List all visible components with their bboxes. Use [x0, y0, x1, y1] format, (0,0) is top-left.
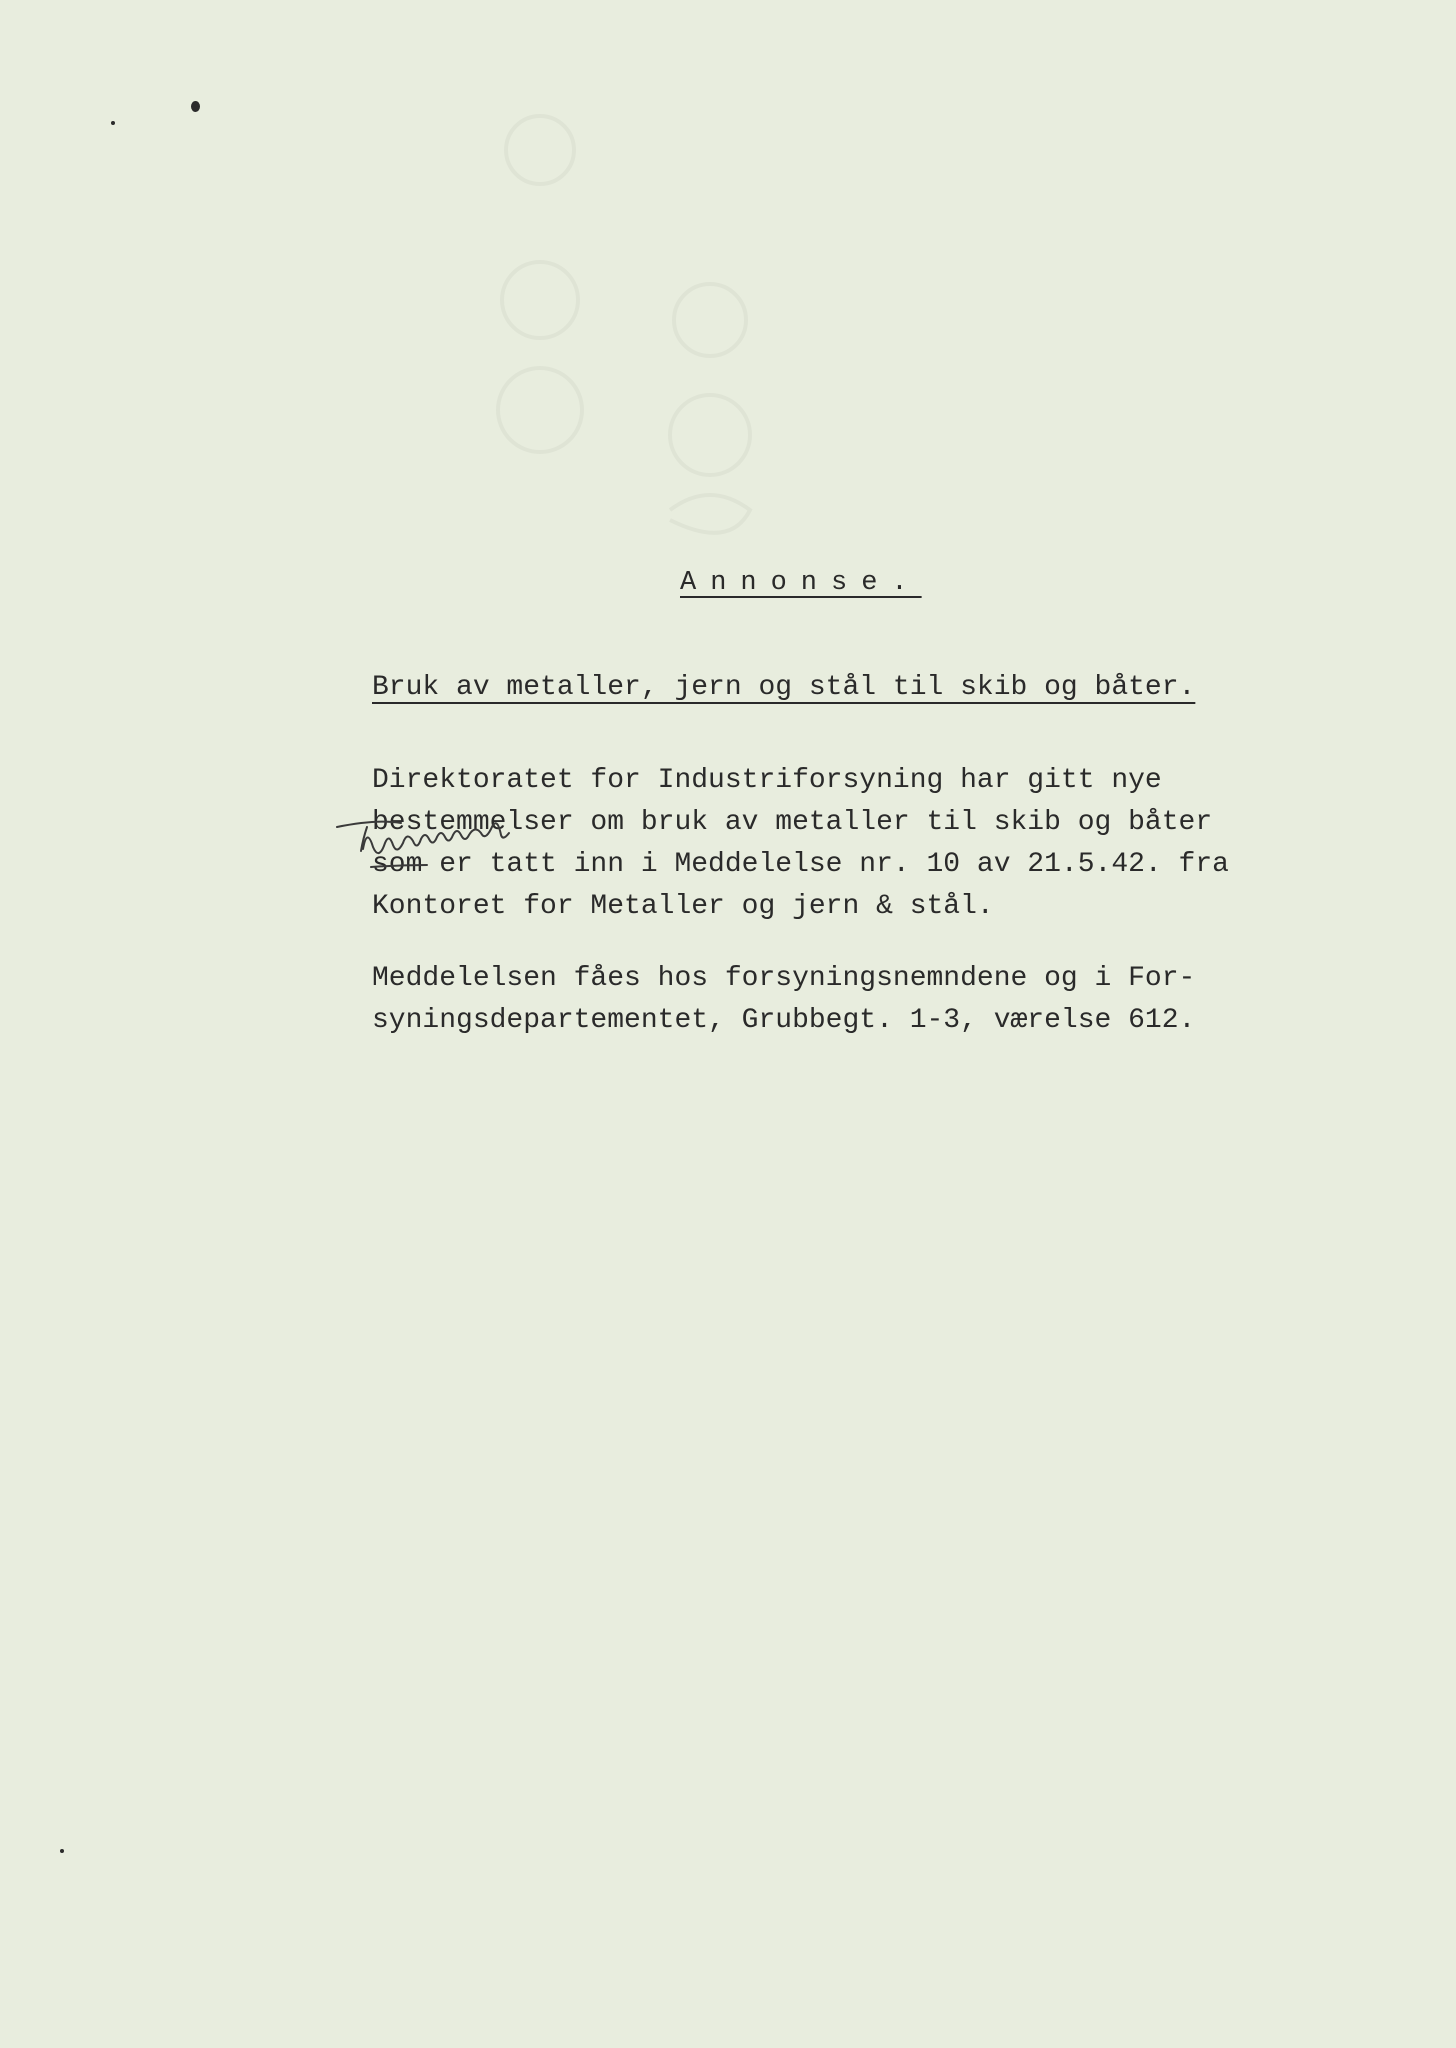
paragraph-line: Direktoratet for Industriforsyning har gitt nye [372, 765, 1162, 796]
paragraph-line: bestemmelser om bruk av metaller til skib og båter [372, 807, 1213, 838]
ink-speck [111, 121, 115, 125]
paragraph-line: som er tatt inn i Meddelelse nr. 10 av 21.5.42. fra [372, 849, 1229, 880]
handwritten-note [333, 805, 613, 875]
paragraph-line: Kontoret for Metaller og jern & stål. [372, 891, 994, 922]
document-subheading: Bruk av metaller, jern og stål til skib og båter. [372, 672, 1196, 703]
paragraph-line: syningsdepartementet, Grubbegt. 1-3, værelse 612. [372, 1005, 1196, 1036]
document-heading: Annonse. [680, 568, 922, 598]
ink-speck [191, 101, 200, 112]
bleed-through-stamp [470, 90, 810, 590]
ink-speck [60, 1849, 64, 1853]
paragraph-line: Meddelelsen fåes hos forsyningsnemndene og i For- [372, 963, 1196, 994]
paragraph-2 [372, 958, 1195, 1042]
